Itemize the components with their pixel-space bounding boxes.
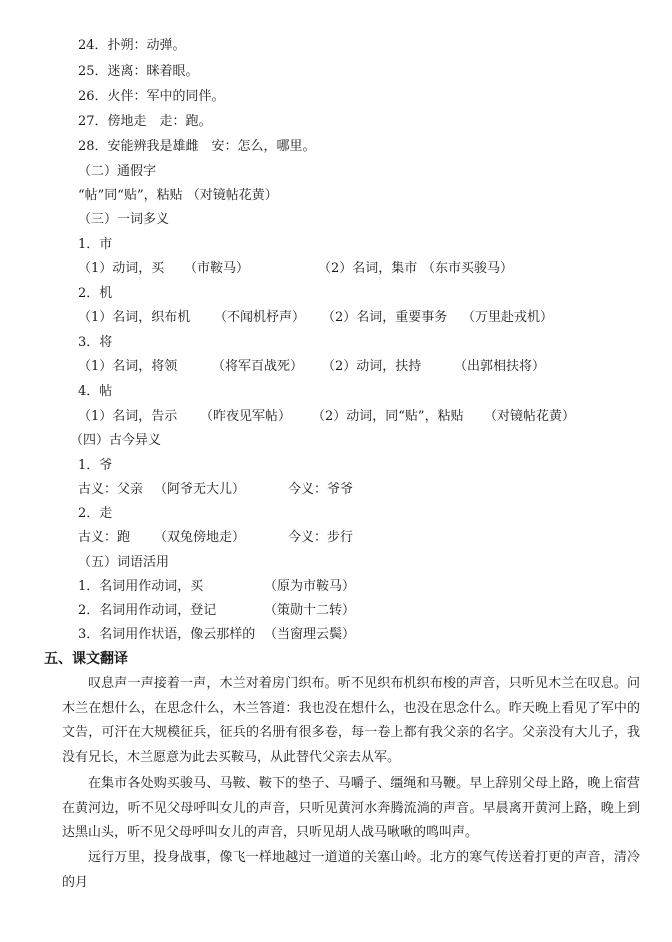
paragraph-3-text: 远行万里，投身战事，像飞一样地越过一道道的关塞山岭。北方的寒气传送着打更的声音，清冷的月 — [62, 850, 640, 890]
huoyong-row-1 — [78, 578, 638, 596]
huoyong-example-3: （当窗理云鬓） — [264, 627, 356, 642]
tie-meaning-1: （1）名词，告示 — [78, 409, 178, 424]
note-26: 26．火伴：军中的同伴。 — [78, 89, 225, 104]
zou-ancient: 古义：跑 — [78, 530, 131, 545]
ye-example: （阿爷无大儿） — [154, 482, 246, 497]
jiang-row — [78, 358, 638, 376]
ye-title: 1．爷 — [78, 458, 113, 473]
jiang-example-2: （出郭相扶将） — [454, 359, 546, 374]
tongjiazi-item: “帖”同“贴”，粘贴 （对镜帖花黄） — [78, 188, 278, 203]
huoyong-example-1: （原为市鞍马） — [264, 579, 356, 594]
paragraph-2-text: 在集市各处购买骏马、马鞍、鞍下的垫子、马嚼子、缰绳和马鞭。早上辞别父母上路，晚上宿营在黄河边，听不见父母呼叫女儿的声音，只听见黄河水奔腾流淌的声音。早晨离开黄河上路，晚上到达黑山头，听不见父母呼叫女儿的声音，只听见胡人战马啾啾的鸣叫声。 — [62, 776, 640, 841]
yiciduoyi-title: （三）一词多义 — [78, 212, 170, 227]
zou-example: （双兔傍地走） — [154, 530, 246, 545]
jiang-meaning-1: （1）名词，将领 — [78, 359, 178, 374]
ji-example-2: （万里赴戎机） — [462, 310, 554, 325]
huoyong-row-3 — [78, 626, 638, 644]
note-28: 28．安能辨我是雄雌 安：怎么，哪里。 — [78, 139, 316, 154]
shi-meaning-1: （1）动词，买 — [78, 261, 165, 276]
note-27: 27．傍地走 走：跑。 — [78, 114, 212, 129]
shi-title: 1．市 — [78, 237, 113, 252]
tie-row — [78, 408, 638, 426]
tongjiazi-title: （二）通假字 — [78, 164, 157, 179]
tie-example-2: （对镜帖花黄） — [484, 409, 576, 424]
note-24: 24．扑朔：动弹。 — [78, 38, 186, 53]
ji-row — [78, 309, 638, 327]
note-25: 25．迷离：眯着眼。 — [78, 64, 199, 79]
ji-title: 2．机 — [78, 286, 113, 301]
jiang-example-1: （将军百战死） — [212, 359, 304, 374]
section-heading: 五、课文翻译 — [44, 651, 128, 667]
huoyong-title: （五）词语活用 — [78, 555, 170, 570]
jiang-title: 3．将 — [78, 335, 113, 350]
tie-meaning-2: （2）动词，同“贴”，粘贴 — [312, 409, 464, 424]
shi-meaning-2: （2）名词，集市 — [318, 261, 418, 276]
ji-meaning-1: （1）名词，织布机 — [78, 310, 191, 325]
jiang-meaning-2: （2）动词，扶持 — [322, 359, 422, 374]
zou-modern: 今义：步行 — [288, 530, 354, 545]
huoyong-example-2: （策勋十二转） — [264, 603, 356, 618]
shi-example-1: （市鞍马） — [184, 261, 250, 276]
shi-example-2: （东市买骏马） — [422, 261, 514, 276]
tie-example-1: （昨夜见军帖） — [200, 409, 292, 424]
zou-title: 2．走 — [78, 506, 113, 521]
paragraph-1-text: 叹息声一声接着一声，木兰对着房门织布。听不见织布机织布梭的声音，只听见木兰在叹息。问木兰在想什么，在思念什么，木兰答道：我也没在想什么，也没在思念什么。昨天晚上看见了军中的文告，可汗在大规模征兵，征兵的名册有很多卷，每一卷上都有我父亲的名字。父亲没有大儿子，我没有兄长，木兰愿意为此去买鞍马，从此替代父亲去从军。 — [62, 676, 640, 765]
zou-row — [78, 529, 638, 547]
huoyong-row-2 — [78, 602, 638, 620]
ye-row — [78, 481, 638, 499]
ji-example-1: （不闻机杼声） — [214, 310, 306, 325]
huoyong-usage-1: 1．名词用作动词，买 — [78, 579, 204, 594]
translation-paragraph-1 — [62, 672, 640, 770]
ye-ancient: 古义：父亲 — [78, 482, 144, 497]
translation-paragraph-3 — [62, 846, 640, 895]
gujin-title: （四）古今异义 — [70, 433, 162, 448]
shi-row — [78, 260, 638, 278]
huoyong-usage-3: 3．名词用作状语，像云那样的 — [78, 627, 256, 642]
huoyong-usage-2: 2．名词用作动词，登记 — [78, 603, 217, 618]
ji-meaning-2: （2）名词，重要事务 — [322, 310, 448, 325]
ye-modern: 今义：爷爷 — [288, 482, 354, 497]
tie-title: 4．帖 — [78, 384, 113, 399]
translation-paragraph-2 — [62, 772, 640, 846]
